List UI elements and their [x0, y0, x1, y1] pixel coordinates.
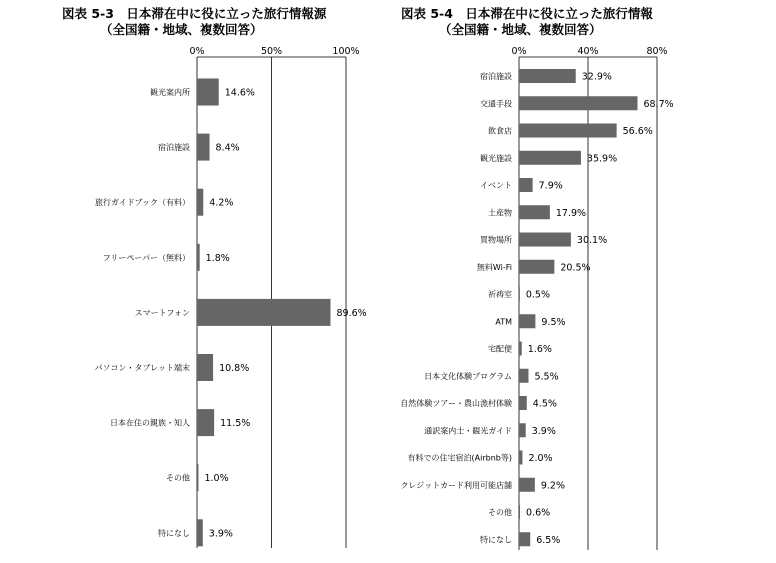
chart2-category-label: 買物場所 [480, 235, 512, 245]
chart2-bar [519, 369, 528, 383]
chart2-bar [519, 342, 522, 356]
chart1-category-label: その他 [166, 473, 190, 483]
chart2-category-label: 有料での住宅宿泊(Airbnb等) [407, 453, 512, 463]
chart2-category-label: ATM [495, 317, 512, 327]
chart2-data-label: 3.9% [531, 425, 556, 437]
chart1-title-line2: （全国籍・地域、複数回答） [100, 22, 263, 37]
chart1-tick-label: 0% [189, 46, 205, 57]
chart2-data-label: 9.5% [541, 316, 566, 328]
chart2-bar [519, 233, 571, 247]
chart2-data-label: 4.5% [532, 398, 557, 410]
chart2-category-label: 交通手段 [480, 99, 512, 109]
chart2-category-label: 特になし [480, 535, 512, 545]
chart2-bar [519, 124, 617, 138]
chart1-category-label: 旅行ガイドブック（有料） [95, 198, 190, 208]
chart1-data-label: 1.8% [205, 252, 230, 264]
chart2-bar [519, 396, 527, 410]
chart2-bar [519, 451, 522, 465]
chart2-bar [519, 178, 533, 192]
chart2-bar [519, 205, 550, 219]
chart2-data-label: 7.9% [538, 180, 563, 192]
chart2-category-label: 通訳案内士・観光ガイド [424, 426, 512, 436]
chart2-bar [519, 96, 638, 110]
chart2-data-label: 2.0% [528, 453, 553, 464]
chart1-data-label: 11.5% [220, 418, 251, 430]
chart1-data-label: 4.2% [209, 197, 234, 209]
chart2-bar [519, 314, 535, 328]
chart2-category-label: 宿泊施設 [480, 72, 512, 81]
chart1-category-label: 観光案内所 [150, 88, 190, 97]
chart1-bar [197, 244, 200, 271]
chart2-category-label: 宅配便 [488, 344, 512, 354]
chart2-category-label: クレジットカード利用可能店舗 [400, 480, 512, 490]
chart2-data-label: 9.2% [540, 480, 566, 492]
chart2-data-label: 20.5% [560, 262, 591, 274]
chart2-bar [519, 260, 554, 274]
chart2-bar [519, 69, 576, 83]
chart2-bar [519, 478, 535, 492]
chart2-data-label: 32.9% [581, 71, 612, 83]
chart2-category-label: 観光施設 [480, 153, 512, 163]
chart1-category-label: 宿泊施設 [158, 143, 190, 153]
chart1-bar [197, 409, 214, 436]
chart2-data-label: 6.5% [536, 534, 561, 546]
chart1-data-label: 89.6% [336, 307, 367, 319]
chart1-data-label: 8.4% [215, 142, 240, 154]
chart1-data-label: 3.9% [208, 528, 233, 540]
chart1-category-label: スマートフォン [134, 308, 190, 318]
chart2-category-label: 日本文化体験プログラム [424, 371, 512, 381]
chart2-category-label: 土産物 [488, 208, 512, 218]
chart2-category-label: イベント [480, 181, 512, 190]
chart2-bar [519, 151, 581, 165]
chart2-data-label: 0.5% [525, 289, 551, 301]
chart1-bar [197, 464, 198, 491]
chart1-tick-label: 50% [260, 46, 283, 57]
chart2-data-label: 1.6% [527, 344, 552, 355]
chart2-category-label: 飲食店 [488, 126, 512, 136]
chart2 [400, 46, 673, 550]
chart1-title-line1: 図表 5-3 日本滞在中に役に立った旅行情報源 [62, 6, 327, 21]
chart2-data-label: 68.7% [643, 98, 674, 110]
chart2-bar [519, 287, 520, 301]
chart2-data-label: 35.9% [586, 153, 618, 165]
chart1-bar [197, 134, 210, 161]
chart1-bar [197, 354, 213, 381]
chart2-data-label: 56.6% [622, 126, 653, 137]
chart2-data-label: 0.6% [526, 507, 551, 519]
chart1-bar [197, 79, 219, 106]
chart2-bar [519, 423, 526, 437]
chart1-category-label: 特になし [158, 528, 190, 538]
chart2-title-line2: （全国籍・地域、複数回答） [439, 22, 602, 37]
chart1-data-label: 1.0% [204, 473, 229, 485]
chart1 [95, 46, 367, 548]
chart2-data-label: 30.1% [576, 235, 608, 246]
chart1-tick-label: 100% [332, 46, 360, 57]
chart1-data-label: 14.6% [224, 87, 255, 99]
chart2-tick-label: 40% [577, 46, 599, 57]
chart1-category-label: パソコン・タブレット端末 [94, 363, 190, 373]
chart2-category-label: 無料Wi-Fi [476, 262, 512, 272]
chart1-bar [197, 519, 203, 546]
chart2-data-label: 17.9% [555, 207, 587, 219]
chart2-tick-label: 80% [646, 46, 668, 57]
chart2-data-label: 5.5% [534, 371, 559, 383]
chart2-category-label: 祈祷室 [488, 290, 512, 299]
chart1-data-label: 10.8% [219, 363, 250, 374]
chart1-category-label: 日本在住の親族・知人 [110, 418, 190, 428]
chart1-bar [197, 299, 331, 326]
chart1-category-label: フリーペーパー（無料） [102, 253, 190, 263]
chart2-bar [519, 505, 520, 519]
chart2-bar [519, 532, 530, 546]
chart2-tick-label: 0% [511, 46, 527, 57]
chart2-title-line1: 図表 5-4 日本滞在中に役に立った旅行情報 [401, 6, 653, 21]
chart2-category-label: 自然体験ツアー・農山漁村体験 [400, 399, 512, 408]
chart1-bar [197, 189, 203, 216]
chart2-category-label: その他 [488, 508, 512, 517]
